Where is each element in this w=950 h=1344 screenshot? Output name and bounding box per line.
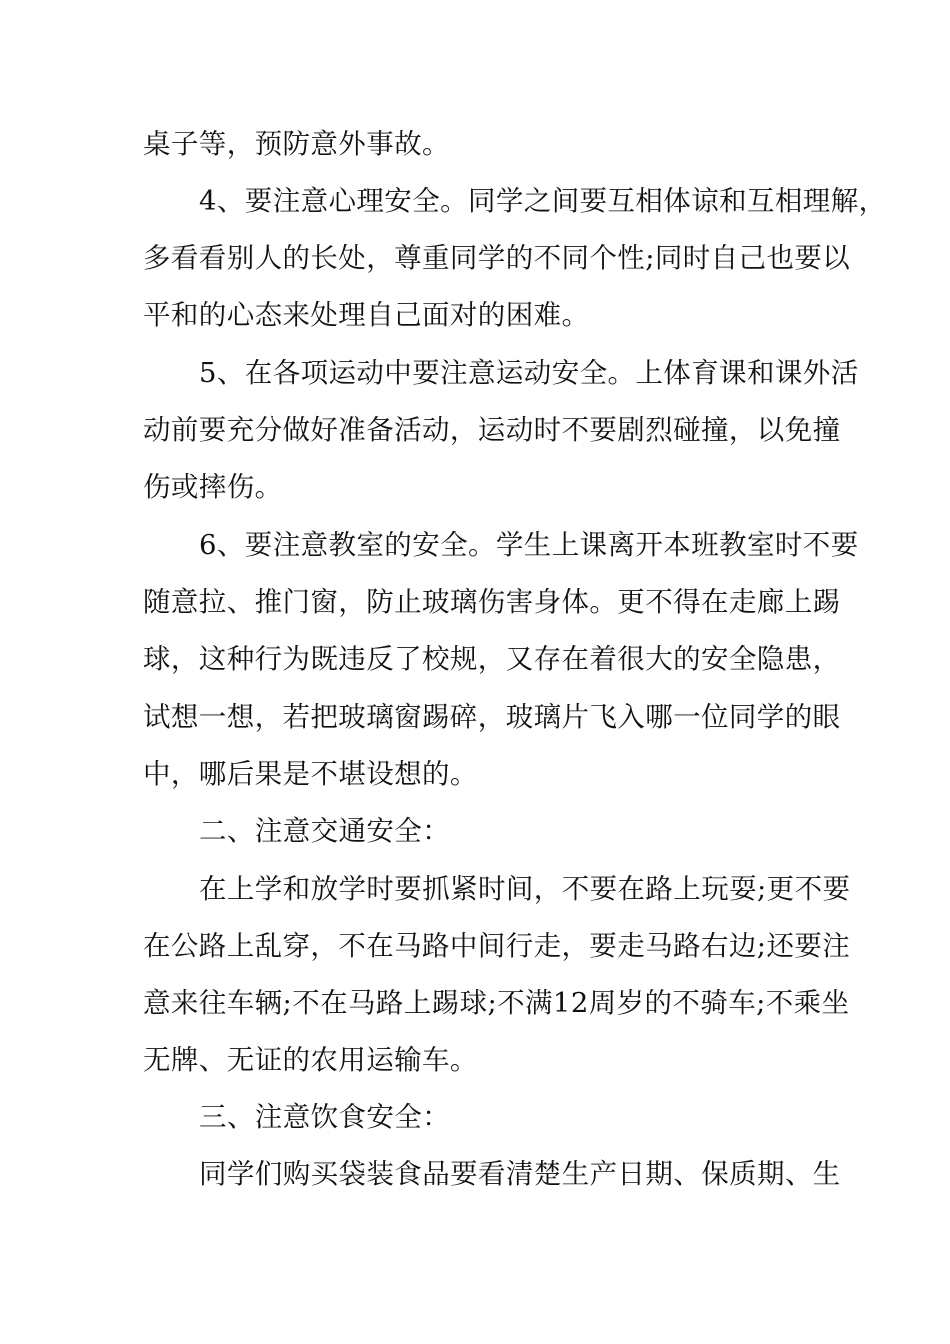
text-line: 意来往车辆;不在马路上踢球;不满12周岁的不骑车;不乘坐 [143, 987, 850, 1019]
text-line: 在公路上乱穿，不在马路中间行走，要走马路右边;还要注 [143, 930, 851, 962]
text-line: 同学们购买袋装食品要看清楚生产日期、保质期、生 [199, 1158, 841, 1190]
text-line: 无牌、无证的农用运输车。 [143, 1044, 478, 1076]
text-line: 试想一想，若把玻璃窗踢碎，玻璃片飞入哪一位同学的眼 [143, 701, 841, 733]
section-heading: 三、注意饮食安全： [199, 1101, 451, 1133]
text-line: 5、在各项运动中要注意运动安全。上体育课和课外活 [199, 357, 859, 389]
text-line: 球，这种行为既违反了校规，又存在着很大的安全隐患， [143, 643, 841, 675]
text-line: 平和的心态来处理自己面对的困难。 [143, 299, 590, 331]
text-line: 动前要充分做好准备活动，运动时不要剧烈碰撞，以免撞 [143, 414, 841, 446]
text-line: 伤或摔伤。 [143, 471, 283, 503]
text-line: 多看看别人的长处，尊重同学的不同个性;同时自己也要以 [143, 242, 851, 274]
text-line: 4、要注意心理安全。同学之间要互相体谅和互相理解， [199, 185, 887, 217]
text-line: 在上学和放学时要抓紧时间，不要在路上玩耍;更不要 [199, 873, 851, 905]
text-line: 随意拉、推门窗，防止玻璃伤害身体。更不得在走廊上踢 [143, 586, 841, 618]
section-heading: 二、注意交通安全： [199, 815, 451, 847]
text-line: 6、要注意教室的安全。学生上课离开本班教室时不要 [199, 529, 859, 561]
text-line: 桌子等，预防意外事故。 [143, 128, 450, 160]
text-line: 中，哪后果是不堪设想的。 [143, 758, 478, 790]
